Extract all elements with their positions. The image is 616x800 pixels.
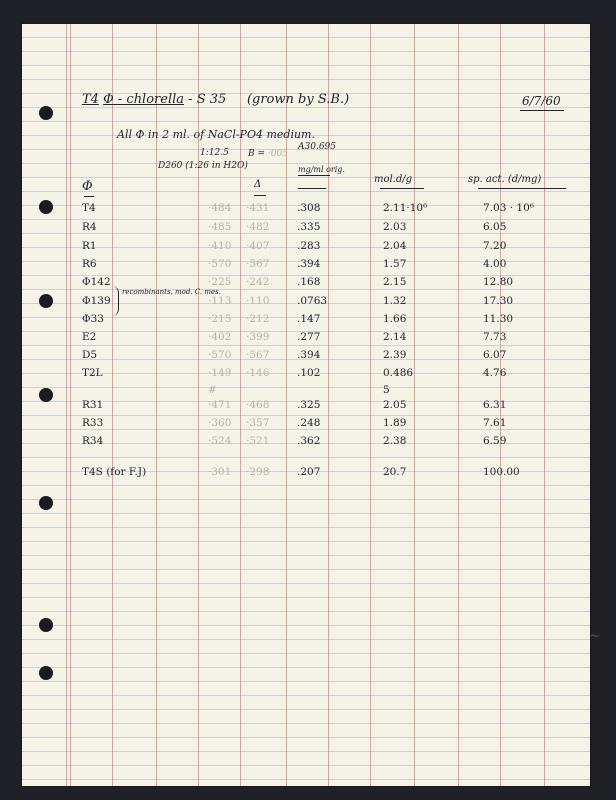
cell-d260: ·410 <box>208 240 232 252</box>
notebook-page <box>22 24 602 786</box>
cell-delta: ·407 <box>246 240 270 252</box>
scratch-mark: 5 <box>383 384 390 396</box>
title-main: Φ - chlorella <box>103 92 185 107</box>
cell-mol: 1.66 <box>383 313 407 325</box>
header-underline <box>298 188 326 189</box>
cell-d260: ·570 <box>208 258 232 270</box>
cell-sp: 6.07 <box>483 349 507 361</box>
cell-d260: ·301 <box>208 466 232 478</box>
cell-delta: ·110 <box>246 295 270 307</box>
col-header-d260: D260 (1:26 in H2O) <box>158 161 248 171</box>
cell-sp: 11.30 <box>483 313 514 325</box>
cell-d260: ·225 <box>208 276 232 288</box>
pencil-mark: ~ <box>588 626 602 645</box>
b-label: B = <box>248 149 266 159</box>
cell-delta: ·468 <box>246 399 270 411</box>
cell-mol: 2.39 <box>383 349 407 361</box>
punch-hole <box>39 618 53 632</box>
column-rule <box>112 24 113 786</box>
b-value: ·005 <box>267 149 288 159</box>
column-rule <box>544 24 545 786</box>
cell-sp: 6.59 <box>483 435 507 447</box>
cell-a: .168 <box>297 276 321 288</box>
title-suffix: - S 35 <box>188 92 227 107</box>
row-label: T4S (for F.J) <box>82 466 147 478</box>
column-rule <box>328 24 329 786</box>
col-header-phi: Φ <box>82 179 93 194</box>
cell-mol: 2.04 <box>383 240 407 252</box>
cell-d260: ·471 <box>208 399 232 411</box>
experiment-note: All Φ in 2 ml. of NaCl-PO4 medium. <box>117 128 315 141</box>
title-note: (grown by S.B.) <box>246 92 350 107</box>
cell-sp: 4.00 <box>483 258 507 270</box>
cell-a: .0763 <box>297 295 328 307</box>
cell-delta: ·567 <box>246 258 270 270</box>
cell-d260: ·360 <box>208 417 232 429</box>
row-label: D5 <box>82 349 98 361</box>
cell-a: .335 <box>297 221 321 233</box>
row-label: R6 <box>82 258 97 270</box>
cell-d260: ·524 <box>208 435 232 447</box>
cell-a: .283 <box>297 240 321 252</box>
col-header-mol: mol.d/g <box>374 174 413 185</box>
column-rule <box>414 24 415 786</box>
header-underline <box>478 188 566 189</box>
cell-a: .102 <box>297 367 321 379</box>
punch-hole <box>39 200 53 214</box>
page-date: 6/7/60 <box>522 94 561 108</box>
cell-a: .147 <box>297 313 321 325</box>
cell-mol: 2.15 <box>383 276 407 288</box>
scratch-mark: # <box>208 384 217 396</box>
cell-mol: 2.05 <box>383 399 407 411</box>
date-underline <box>520 110 564 111</box>
cell-d260: ·402 <box>208 331 232 343</box>
cell-sp: 12.80 <box>483 276 514 288</box>
cell-mol: 2.11·10⁶ <box>383 202 428 214</box>
cell-a: .248 <box>297 417 321 429</box>
col-header-a-num: A30.695 <box>298 142 336 152</box>
punch-hole <box>39 388 53 402</box>
cell-delta: ·146 <box>246 367 270 379</box>
punch-hole <box>39 496 53 510</box>
bracket <box>112 286 119 316</box>
cell-mol: 1.32 <box>383 295 407 307</box>
cell-delta: ·482 <box>246 221 270 233</box>
cell-delta: ·399 <box>246 331 270 343</box>
cell-sp: 6.05 <box>483 221 507 233</box>
row-label: T2L <box>82 367 103 379</box>
cell-d260: ·149 <box>208 367 232 379</box>
cell-delta: ·212 <box>246 313 270 325</box>
cell-delta: ·298 <box>246 466 270 478</box>
cell-sp: 7.61 <box>483 417 507 429</box>
row-label: T4 <box>82 202 96 214</box>
cell-mol: 2.38 <box>383 435 407 447</box>
punch-hole <box>39 294 53 308</box>
cell-sp: 7.73 <box>483 331 507 343</box>
cell-a: .325 <box>297 399 321 411</box>
cell-delta: ·357 <box>246 417 270 429</box>
cell-delta: ·242 <box>246 276 270 288</box>
row-label: R33 <box>82 417 104 429</box>
cell-a: .207 <box>297 466 321 478</box>
cell-sp: 7.03 · 10⁶ <box>483 202 534 214</box>
col-header-d260-dilution: 1:12.5 <box>200 148 229 158</box>
col-header-b <box>248 149 288 159</box>
cell-a: .362 <box>297 435 321 447</box>
col-header-a-den: mg/ml orig. <box>298 165 345 174</box>
page-title <box>82 92 349 107</box>
margin-rule <box>66 24 71 786</box>
header-underline <box>380 188 424 189</box>
cell-mol: 20.7 <box>383 466 407 478</box>
cell-d260: ·570 <box>208 349 232 361</box>
fraction-bar <box>298 175 330 176</box>
punch-hole <box>39 666 53 680</box>
row-label: Φ142 <box>82 276 111 288</box>
cell-mol: 1.89 <box>383 417 407 429</box>
row-label: E2 <box>82 331 97 343</box>
punch-hole <box>39 106 53 120</box>
cell-d260: ·215 <box>208 313 232 325</box>
cell-sp: 7.20 <box>483 240 507 252</box>
cell-mol: 0.486 <box>383 367 414 379</box>
row-label: Φ139 <box>82 295 111 307</box>
cell-a: .394 <box>297 349 321 361</box>
column-rule <box>458 24 459 786</box>
cell-a: .394 <box>297 258 321 270</box>
cell-sp: 4.76 <box>483 367 507 379</box>
row-label: Φ33 <box>82 313 104 325</box>
cell-delta: ·567 <box>246 349 270 361</box>
row-label: R31 <box>82 399 104 411</box>
row-label: R34 <box>82 435 104 447</box>
row-label: R4 <box>82 221 97 233</box>
cell-d260: ·484 <box>208 202 232 214</box>
header-underline <box>84 196 94 197</box>
cell-d260: ·485 <box>208 221 232 233</box>
cell-a: .308 <box>297 202 321 214</box>
cell-a: .277 <box>297 331 321 343</box>
cell-sp: 17.30 <box>483 295 514 307</box>
col-header-sp: sp. act. (d/mg) <box>468 174 542 185</box>
cell-delta: ·521 <box>246 435 270 447</box>
cell-mol: 2.14 <box>383 331 407 343</box>
header-underline <box>254 195 266 196</box>
cell-delta: ·431 <box>246 202 270 214</box>
cell-d260: ·113 <box>208 295 232 307</box>
cell-mol: 2.03 <box>383 221 407 233</box>
cell-sp: 6.31 <box>483 399 507 411</box>
col-header-delta: Δ <box>254 179 262 190</box>
column-rule <box>370 24 371 786</box>
title-prefix: T4 <box>82 92 99 107</box>
bracket-note: recombinants, mod. C. mes. <box>122 288 221 296</box>
cell-mol: 1.57 <box>383 258 407 270</box>
cell-sp: 100.00 <box>483 466 520 478</box>
row-label: R1 <box>82 240 97 252</box>
